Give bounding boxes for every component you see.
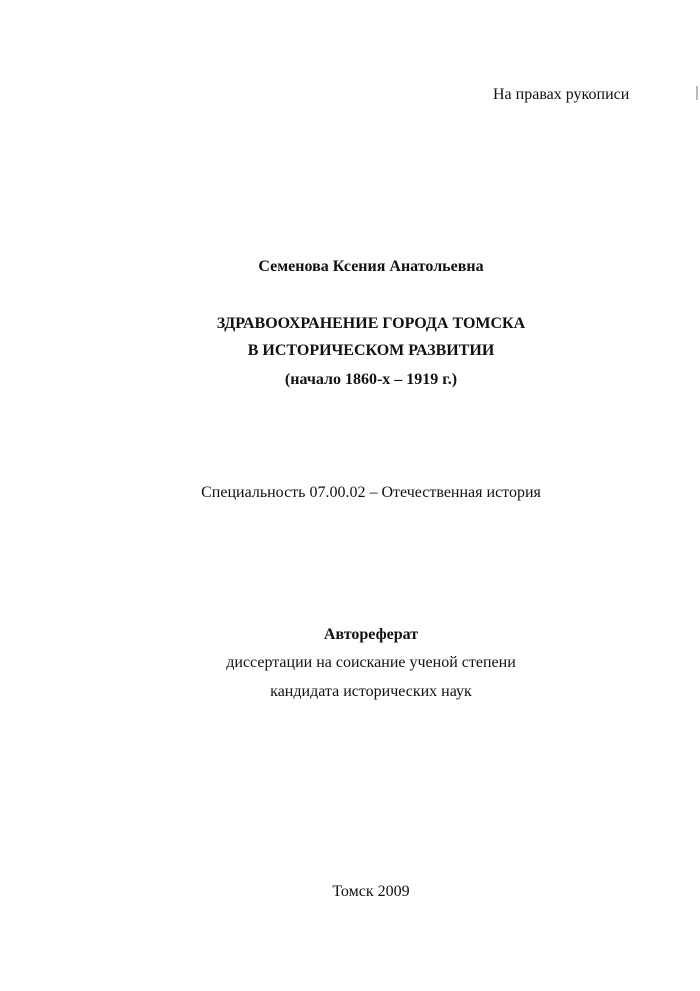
place-and-year: Томск 2009	[332, 883, 410, 900]
specialty-line: Специальность 07.00.02 – Отечественная история	[201, 484, 541, 501]
title-line-2: В ИСТОРИЧЕСКОМ РАЗВИТИИ	[247, 342, 495, 359]
title-line-3: (начало 1860-х – 1919 г.)	[284, 371, 458, 388]
scan-edge-mark	[696, 86, 698, 100]
document-description-line-1: диссертации на соискание ученой степени	[226, 654, 516, 671]
author-name: Семенова Ксения Анатольевна	[258, 258, 484, 275]
title-line-1: ЗДРАВООХРАНЕНИЕ ГОРОДА ТОМСКА	[216, 315, 526, 332]
document-type: Автореферат	[323, 626, 419, 643]
rights-note: На правах рукописи	[493, 86, 630, 103]
document-description-line-2: кандидата исторических наук	[270, 683, 472, 700]
